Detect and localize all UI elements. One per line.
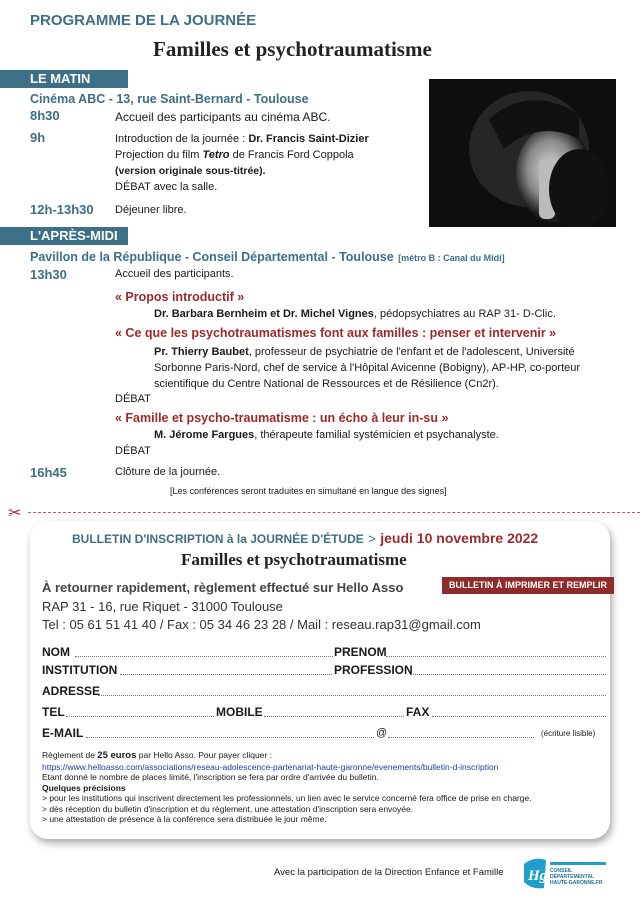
bulletin-heading: BULLETIN D'INSCRIPTION à la JOURNÉE D'ÉTUDE > jeudi 10 novembre 2022 (72, 530, 539, 546)
session-1-title: « Propos introductif » (115, 290, 245, 304)
page-title: Familles et psychotraumatisme (153, 37, 432, 61)
cd31-logo (522, 856, 610, 890)
matin-dejeuner: Déjeuner libre. (115, 204, 187, 216)
apres-midi-bar: L'APRÈS-MIDI (0, 227, 128, 245)
matin-accueil: Accueil des participants au cinéma ABC. (115, 110, 331, 124)
bulletin-address: RAP 31 - 16, rue Riquet - 31000 Toulouse (42, 599, 283, 614)
scissors-icon: ✂ (8, 505, 22, 522)
bulletin-footer-text: Règlement de 25 euros par Hello Asso. Pour payer cliquer : https://www.helloasso.com/associations/reseau-adolescence-partenariat-haute-garonne/evenements/bulletin-d-inscription Etant donné le nombre de places limité, l'inscription se fera par ordre d'arrivée du bulletin. Quelques précisions > pour les institutions qui inscrivent directement les professionnels, un lien avec le service concerné fera office de prise en charge. > dès réception du bulletin d'inscription et du règlement, une attestation d'inscription sera envoyée. > une attestation de présence à la conférence sera distribuée le jour même. (42, 750, 602, 825)
signes-note: [Les conférences seront traduites en simultané en langue des signes] (170, 486, 447, 496)
apres-venue: Pavillon de la République - Conseil Départemental - Toulouse [métro B : Canal du Midi] (30, 250, 505, 264)
logo-text: CONSEIL DÉPARTEMENTAL HAUTE-GARONNE.FR (550, 868, 603, 886)
programme-heading: PROGRAMME DE LA JOURNÉE (30, 12, 257, 29)
cut-line (28, 512, 640, 513)
email-field-user[interactable] (86, 737, 374, 738)
matin-bar: LE MATIN (0, 70, 128, 88)
profession-field[interactable] (410, 674, 606, 675)
session-3-speaker: M. Jérome Fargues, thérapeute familial systémicien et psychanalyste. (154, 429, 499, 441)
footer-text: Avec la participation de la Direction Enfance et Famille (274, 867, 504, 878)
time-16h45: 16h45 (30, 465, 67, 480)
nom-label: NOM (42, 645, 70, 659)
apres-accueil: Accueil des participants. (115, 268, 234, 280)
time-12h: 12h-13h30 (30, 202, 94, 217)
adresse-label: ADRESSE (42, 684, 101, 698)
email-note: (écriture lisible) (541, 729, 596, 738)
bulletin-title: Familles et psychotraumatisme (181, 550, 407, 569)
bulletin-return: À retourner rapidement, règlement effectué sur Hello Asso (42, 580, 404, 595)
session-2-title: « Ce que les psychotraumatismes font aux familles : penser et intervenir » (115, 326, 557, 340)
profession-label: PROFESSION (334, 663, 413, 677)
prenom-field[interactable] (386, 656, 606, 657)
mobile-field[interactable] (264, 716, 404, 717)
session-3-title: « Famille et psycho-traumatisme : un écho à leur in-su » (115, 411, 449, 425)
fax-field[interactable] (432, 716, 606, 717)
time-8h30: 8h30 (30, 108, 60, 123)
time-9h: 9h (30, 130, 46, 145)
debat-1: DÉBAT (115, 393, 151, 405)
fax-label: FAX (406, 705, 430, 719)
debat-2: DÉBAT (115, 445, 151, 457)
svg-text:Hg: Hg (528, 868, 548, 884)
portrait-photo (429, 79, 616, 227)
institution-field[interactable] (120, 674, 332, 675)
institution-label: INSTITUTION (42, 663, 118, 677)
mobile-label: MOBILE (216, 705, 263, 719)
email-field-domain[interactable] (388, 737, 534, 738)
cloture: Clôture de la journée. (115, 466, 221, 478)
time-13h30: 13h30 (30, 267, 67, 282)
helloasso-link[interactable]: https://www.helloasso.com/associations/reseau-adolescence-partenariat-haute-garonne/evenements/bulletin-d-inscription (42, 761, 499, 772)
nom-field[interactable] (75, 656, 333, 657)
session-1-speakers: Dr. Barbara Bernheim et Dr. Michel Vignes, pédopsychiatres au RAP 31- D-Clic. (154, 308, 556, 320)
matin-venue: Cinéma ABC - 13, rue Saint-Bernard - Toulouse (30, 92, 309, 106)
at-sign: @ (376, 727, 388, 739)
prenom-label: PRENOM (334, 645, 387, 659)
tel-label: TEL (42, 705, 65, 719)
bulletin-contact: Tel : 05 61 51 41 40 / Fax : 05 34 46 23 28 / Mail : reseau.rap31@gmail.com (42, 617, 481, 632)
email-label: E-MAIL (42, 726, 84, 740)
session-2-speaker: Pr. Thierry Baubet, professeur de psychiatrie de l'enfant et de l'adolescent, Université Sorbonne Paris-Nord, chef de service à l'Hôpital Avicenne (Bobigny), AP-HP, co-porteur scientifique du Centre National de Ressources et de Résilience (Cn2r). (154, 346, 581, 390)
matin-intro: Introduction de la journée : Dr. Francis Saint-Dizier Projection du film Tetro de Francis Ford Coppola (version originale sous-titrée). DÉBAT avec la salle. (115, 133, 369, 193)
tel-field[interactable] (66, 716, 214, 717)
print-tag: BULLETIN À IMPRIMER ET REMPLIR (442, 577, 614, 594)
adresse-field[interactable] (98, 695, 606, 696)
